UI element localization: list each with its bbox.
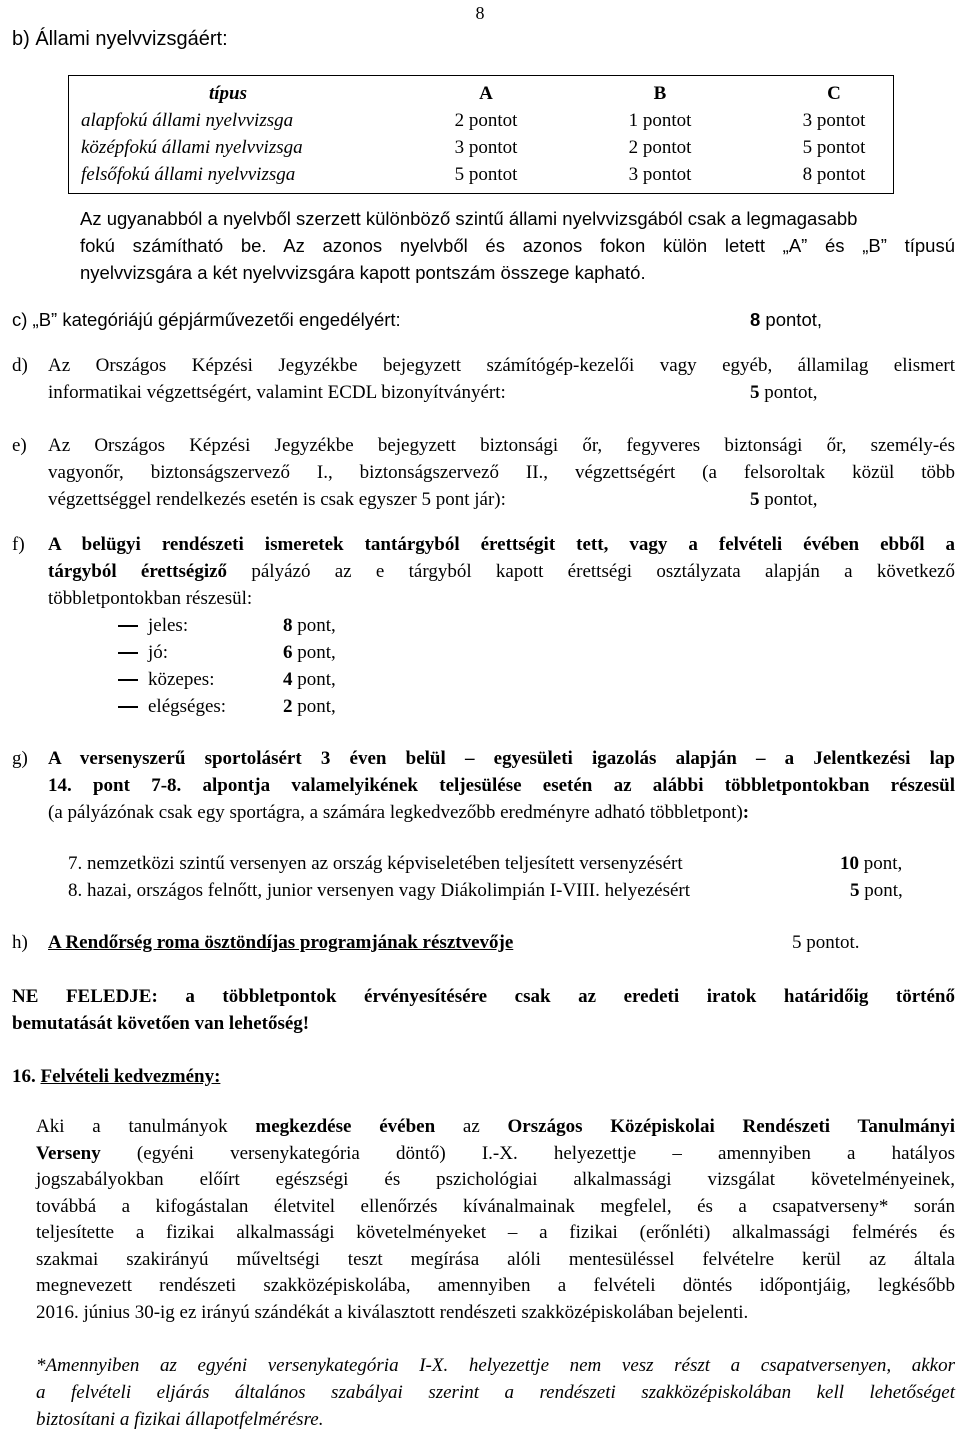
grade-points <box>283 612 336 639</box>
table-cell-c: 3 pontot <box>802 110 866 131</box>
footnote-line: *Amennyiben az egyéni versenykategória I-X. helyezettje nem vesz részt a csapatversenyen, akkor <box>36 1355 955 1376</box>
para-bold: Országos Középiskolai Rendészeti Tanulmányi <box>507 1116 956 1137</box>
section-c-points <box>750 306 822 333</box>
table-cell-b: 2 pontot <box>628 137 692 158</box>
para-bold: megkezdése évében <box>255 1116 436 1137</box>
section-f-line1: A belügyi rendészeti ismeretek tantárgyból érettségit tett, vagy a felvételi évében ebből a <box>48 534 955 555</box>
footnote-line: a felvételi eljárás általános szabályai szerint a rendészeti szakközépiskolában kell lehetőséget <box>36 1382 955 1403</box>
section-c-points-num: 8 <box>750 309 761 330</box>
section-d-line1: Az Országos Képzési Jegyzékbe bejegyzett számítógép-kezelői vagy egyéb, államilag elismert <box>48 355 955 376</box>
section-c-points-text: pontot, <box>760 309 823 330</box>
para-text: az <box>435 1116 508 1137</box>
footnote-line: biztosítani a fizikai állapotfelmérésre. <box>36 1409 324 1430</box>
grade-points-unit: pont, <box>292 615 336 636</box>
section-d-points-text: pontot, <box>759 382 818 403</box>
para-line: 2016. június 30-ig ez irányú szándékát a kiválasztott rendészeti szakközépiskolában bejelenti. <box>36 1301 749 1323</box>
notice-line1: NE FELEDJE: a többletpontok érvényesítésére csak az eredeti iratok határidőig történő <box>12 986 955 1007</box>
note-line: nyelvvizsgára a két nyelvvizsgára kapott pontszám összege kapható. <box>80 262 646 283</box>
para-line: jogszabályokban előírt egészségi és pszichológiai alkalmassági vizsgálat követelményeinek, <box>36 1169 955 1190</box>
para-text: (egyéni versenykategória döntő) I.-X. helyezettje – amennyiben a hatályos <box>100 1142 955 1164</box>
section-e-points-num: 5 <box>750 489 760 510</box>
item-7-points-num: 10 <box>840 853 859 874</box>
grade-label: közepes: <box>148 669 215 690</box>
section-e-line1: Az Országos Képzési Jegyzékbe bejegyzett biztonsági őr, fegyveres biztonsági őr, személy-és <box>48 435 955 456</box>
grade-points <box>283 639 336 666</box>
para-line: továbbá a kifogástalan életvitel ellenőrzés kívánalmainak megfelel, és a csapatverseny* során <box>36 1195 955 1217</box>
section-f-line2-bold: tárgyból érettségiző <box>48 561 228 582</box>
grade-points <box>283 693 336 720</box>
table-cell-type: középfokú állami nyelvvizsga <box>81 137 303 158</box>
section-b-title: b) Állami nyelvvizsgáért: <box>12 28 228 50</box>
section-16-number: 16. <box>12 1066 36 1087</box>
para-line: szakmai szakirányú műveltségi teszt megírása alóli mentesüléssel felvételre kerül az általa <box>36 1248 955 1270</box>
section-e-marker: e) <box>12 435 27 456</box>
section-f-marker: f) <box>12 534 25 555</box>
table-row <box>69 134 893 161</box>
grade-points-unit: pont, <box>292 696 336 717</box>
section-g-line3 <box>48 799 749 826</box>
grade-label: jeles: <box>148 615 189 636</box>
table-cell-b: 1 pontot <box>628 110 692 131</box>
dash-bullet <box>118 652 138 654</box>
grade-points-unit: pont, <box>292 669 336 690</box>
para-line <box>36 1140 955 1167</box>
section-g-line1: A versenyszerű sportolásért 3 éven belül – egyesületi igazolás alapján – a Jelentkezési lap <box>48 748 955 769</box>
dash-bullet <box>118 706 138 708</box>
section-g-item-8-points <box>850 877 903 904</box>
table-cell-a: 5 pontot <box>454 164 518 185</box>
section-h-marker: h) <box>12 932 28 953</box>
section-e-line3: végzettséggel rendelkezés esetén is csak egyszer 5 pont jár): <box>48 489 506 510</box>
para-line: megnevezett rendészeti szakközépiskolába, amennyiben a felvételi döntés időpontjáig, legkésőbb <box>36 1275 955 1296</box>
table-cell-a: 2 pontot <box>454 110 518 131</box>
table-row <box>69 107 893 134</box>
section-d-line2: informatikai végzettségért, valamint ECDL bizonyítványért: <box>48 382 506 403</box>
section-h-points: 5 pontot. <box>792 932 860 953</box>
table-cell-type: alapfokú állami nyelvvizsga <box>81 110 294 131</box>
section-f-line3: többletpontokban részesül: <box>48 588 253 609</box>
para-text: Aki a tanulmányok <box>36 1116 256 1137</box>
section-c-label: c) „B” kategóriájú gépjárművezetői engedélyért: <box>12 309 401 330</box>
table-cell-type: felsőfokú állami nyelvvizsga <box>81 164 296 185</box>
item-7-points-unit: pont, <box>859 853 903 874</box>
section-e-points <box>750 486 818 513</box>
table-header-b: B <box>653 83 667 104</box>
section-g-line3-end: : <box>742 802 750 823</box>
para-line: teljesítette a fizikai alkalmassági követelményeket – a fizikai (erőnléti) alkalmassági felmérés és <box>36 1222 955 1243</box>
section-e-points-text: pontot, <box>759 489 818 510</box>
section-d-marker: d) <box>12 355 28 376</box>
section-16-paragraph <box>36 1113 955 1325</box>
table-header-row <box>69 80 893 107</box>
grade-points-num: 8 <box>283 615 293 636</box>
section-e-line2: vagyonőr, biztonságszervező I., biztonságszervező II., végzettségért (a felsoroltak közül több <box>48 462 955 483</box>
table-header-c: C <box>827 83 841 104</box>
section-h-text: A Rendőrség roma ösztöndíjas programjának résztvevője <box>48 932 514 953</box>
note-line: fokú számítható be. Az azonos nyelvből és azonos fokon külön letett „A” és „B” típusú <box>80 235 955 256</box>
para-bold: Verseny <box>36 1142 101 1164</box>
section-f-line2 <box>48 558 955 585</box>
section-16-heading <box>12 1063 220 1090</box>
grade-label: elégséges: <box>148 696 227 717</box>
table-header-a: A <box>479 83 493 104</box>
section-g-line3-text: (a pályázónak csak egy sportágra, a számára legkedvezőbb eredményre adható többletpont) <box>48 802 743 823</box>
grade-points-unit: pont, <box>292 642 336 663</box>
para-line <box>36 1113 955 1140</box>
dash-bullet <box>118 679 138 681</box>
section-g-item-8: 8. hazai, országos felnőtt, junior versenyen vagy Diákolimpián I-VIII. helyezésért <box>68 880 691 901</box>
item-8-points-num: 5 <box>850 880 860 901</box>
section-16-title: Felvételi kedvezmény: <box>40 1066 221 1087</box>
page-number: 8 <box>475 3 485 23</box>
section-d-points-num: 5 <box>750 382 760 403</box>
grade-label: jó: <box>148 642 169 663</box>
table-row <box>69 161 893 188</box>
table-cell-b: 3 pontot <box>628 164 692 185</box>
section-g-item-7-points <box>840 850 902 877</box>
table-header-type: típus <box>209 83 248 104</box>
section-16-footnote <box>36 1352 955 1433</box>
dash-bullet <box>118 625 138 627</box>
section-f-line2-rest: pályázó az e tárgyból kapott érettségi osztályzata alapján a következő <box>227 561 955 582</box>
section-g-line2: 14. pont 7-8. alpontja valamelyikének teljesülése esetén az alábbi többletpontokban részesül <box>48 775 955 796</box>
section-g-item-7: 7. nemzetközi szintű versenyen az ország képviseletében teljesített versenyzésért <box>68 853 683 874</box>
section-g-marker: g) <box>12 748 28 769</box>
grade-points-num: 6 <box>283 642 293 663</box>
table-cell-c: 5 pontot <box>802 137 866 158</box>
section-b-note <box>80 205 955 286</box>
table-cell-c: 8 pontot <box>802 164 866 185</box>
grade-points-num: 2 <box>283 696 293 717</box>
grade-points-num: 4 <box>283 669 293 690</box>
section-d-points <box>750 379 818 406</box>
table-cell-a: 3 pontot <box>454 137 518 158</box>
grade-points <box>283 666 336 693</box>
notice-line2: bemutatását követően van lehetőség! <box>12 1013 310 1034</box>
note-line: Az ugyanabból a nyelvből szerzett különböző szintű állami nyelvvizsgából csak a legmagasabb <box>80 208 858 229</box>
item-8-points-unit: pont, <box>859 880 903 901</box>
language-exam-table <box>68 75 894 194</box>
